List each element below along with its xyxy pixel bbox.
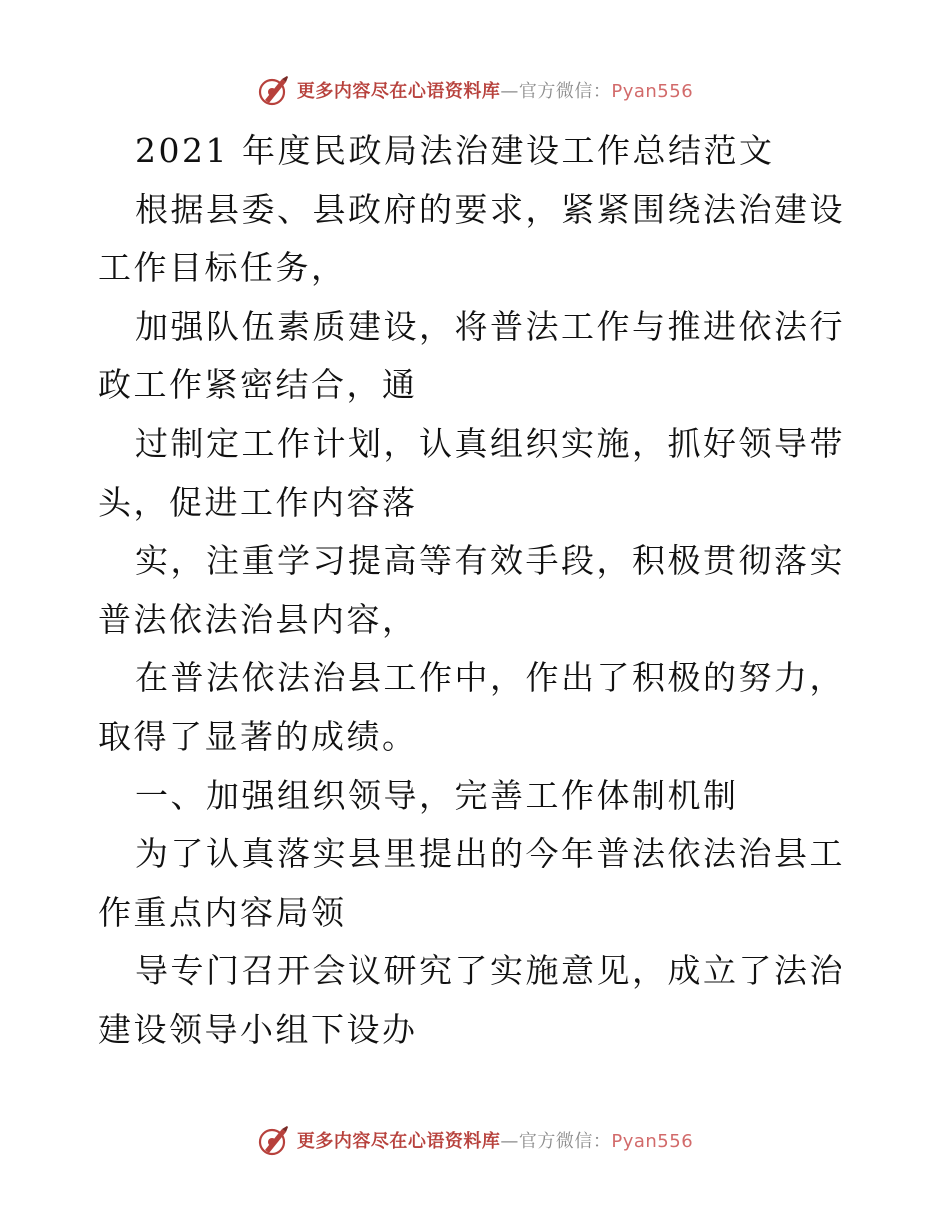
paragraph: 根据县委、县政府的要求，紧紧围绕法治建设工作目标任务， bbox=[98, 189, 845, 288]
watermark-id: Pyan556 bbox=[611, 81, 694, 102]
paragraph: 过制定工作计划，认真组织实施，抓好领导带头，促进工作内容落 bbox=[98, 423, 845, 522]
paragraph: 加强队伍素质建设，将普法工作与推进依法行政工作紧密结合，通 bbox=[98, 306, 845, 405]
paragraph: 导专门召开会议研究了实施意见，成立了法治建设领导小组下设办 bbox=[98, 951, 845, 1049]
watermark-main-text: 更多内容尽在心语资料库 bbox=[296, 1131, 501, 1152]
section-heading: 一、加强组织领导，完善工作体制机制 bbox=[135, 775, 739, 815]
watermark-text bbox=[297, 77, 693, 103]
footer-watermark bbox=[0, 1120, 950, 1160]
pen-nib-logo-icon bbox=[257, 73, 291, 107]
watermark-id: Pyan556 bbox=[611, 1131, 694, 1152]
paragraph: 在普法依法治县工作中，作出了积极的努力，取得了显著的成绩。 bbox=[98, 658, 845, 756]
paragraph: 为了认真落实县里提出的今年普法依法治县工作重点内容局领 bbox=[98, 834, 845, 932]
header-watermark bbox=[0, 70, 950, 110]
document-body bbox=[98, 122, 858, 1060]
paragraph: 实，注重学习提高等有效手段，积极贯彻落实普法依法治县内容， bbox=[98, 541, 845, 639]
watermark-main-text: 更多内容尽在心语资料库 bbox=[296, 81, 501, 102]
pen-nib-logo-icon bbox=[257, 1123, 291, 1157]
document-title: 2021 年度民政局法治建设工作总结范文 bbox=[135, 131, 775, 170]
watermark-label: 官方微信： bbox=[518, 1131, 612, 1152]
watermark-text bbox=[297, 1127, 693, 1153]
watermark-label: 官方微信： bbox=[518, 81, 612, 102]
watermark-separator: — bbox=[500, 81, 519, 102]
watermark-separator: — bbox=[500, 1131, 519, 1152]
